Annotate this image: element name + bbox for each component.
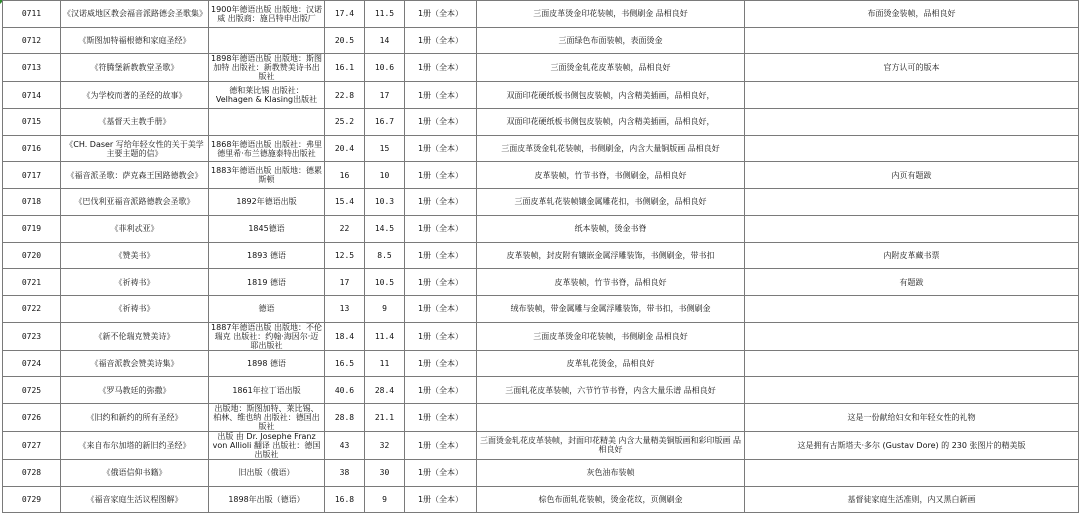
table-row — [3, 27, 1079, 54]
publication-cell[interactable]: 1887年德语出版 出版地：不伦瑞克 出版社：约翰·海因尔·迈耶出版社 — [209, 322, 325, 350]
title-cell[interactable]: 《CH. Daser 写给年轻女性的关于美学主要主题的信》 — [61, 135, 209, 162]
catalog-table — [2, 0, 1079, 513]
lot-number-cell[interactable]: 0711 — [3, 1, 61, 28]
table-row — [3, 459, 1079, 486]
title-cell[interactable]: 《基督天主教手册》 — [61, 109, 209, 136]
note-cell[interactable] — [745, 459, 1079, 486]
binding-description-cell[interactable]: 双面印花硬纸板书侧包皮装帧，内含精美插画，品相良好， — [477, 109, 745, 136]
publication-cell[interactable]: 1898年德语出版 出版地：斯图加特 出版社：新教赞美诗书出版社 — [209, 54, 325, 82]
volume-cell[interactable]: 1册（全本） — [405, 350, 477, 377]
title-cell[interactable]: 《祈祷书》 — [61, 269, 209, 296]
lot-number-cell[interactable]: 0712 — [3, 27, 61, 54]
title-cell[interactable]: 《旧约和新约的所有圣经》 — [61, 403, 209, 431]
lot-number-cell[interactable]: 0714 — [3, 82, 61, 109]
title-cell[interactable]: 《俄语信仰书籍》 — [61, 459, 209, 486]
binding-description-cell[interactable]: 三面轧花皮革装帧，六节竹节书脊，内含大量乐谱 品相良好 — [477, 377, 745, 404]
volume-cell[interactable]: 1册（全本） — [405, 322, 477, 350]
title-cell[interactable]: 《汉诺威地区教会福音派路德会圣歌集》 — [61, 1, 209, 28]
lot-number-cell[interactable]: 0728 — [3, 459, 61, 486]
volume-cell[interactable]: 1册（全本） — [405, 269, 477, 296]
publication-cell[interactable]: 1898 德语 — [209, 350, 325, 377]
height-cell[interactable]: 12.5 — [325, 242, 365, 269]
publication-cell[interactable]: 1883年德语出版 出版地：德累斯顿 — [209, 162, 325, 189]
width-cell[interactable]: 10.5 — [365, 269, 405, 296]
table-row — [3, 215, 1079, 242]
title-cell[interactable]: 《新不伦瑞克赞美诗》 — [61, 322, 209, 350]
lot-number-cell[interactable]: 0721 — [3, 269, 61, 296]
lot-number-cell[interactable]: 0726 — [3, 403, 61, 431]
publication-cell[interactable]: 1892年德语出版 — [209, 189, 325, 216]
title-cell[interactable]: 《斯图加特福根德和家庭圣经》 — [61, 27, 209, 54]
publication-cell[interactable]: 1900年德语出版 出版地：汉诺威 出版商：施吕特申出版厂 — [209, 1, 325, 28]
table-row — [3, 135, 1079, 162]
note-cell[interactable] — [745, 82, 1079, 109]
lot-number-cell[interactable]: 0725 — [3, 377, 61, 404]
lot-number-cell[interactable]: 0729 — [3, 486, 61, 513]
height-cell[interactable]: 22 — [325, 215, 365, 242]
lot-number-cell[interactable]: 0719 — [3, 215, 61, 242]
binding-description-cell[interactable]: 三面烫金轧花皮革装帧，品相良好 — [477, 54, 745, 82]
height-cell[interactable]: 20.5 — [325, 27, 365, 54]
height-cell[interactable]: 17.4 — [325, 1, 365, 28]
width-cell[interactable]: 11.4 — [365, 322, 405, 350]
lot-number-cell[interactable]: 0718 — [3, 189, 61, 216]
note-cell[interactable] — [745, 189, 1079, 216]
publication-cell[interactable]: 出版 由 Dr. Josephe Franz von Allioli 翻译 出版社：德国出版社 — [209, 431, 325, 459]
volume-cell[interactable]: 1册（全本） — [405, 82, 477, 109]
binding-description-cell[interactable]: 三面烫金轧花皮革装帧，封面印花精美 内含大量精美铜版画和彩印版画 品相良好 — [477, 431, 745, 459]
volume-cell[interactable]: 1册（全本） — [405, 486, 477, 513]
height-cell[interactable]: 15.4 — [325, 189, 365, 216]
binding-description-cell[interactable]: 皮革装帧，封皮附有镶嵌金属浮雕装饰，书侧刷金，带书扣 — [477, 242, 745, 269]
height-cell[interactable]: 16.5 — [325, 350, 365, 377]
height-cell[interactable]: 40.6 — [325, 377, 365, 404]
table-row — [3, 295, 1079, 322]
width-cell[interactable]: 8.5 — [365, 242, 405, 269]
volume-cell[interactable]: 1册（全本） — [405, 403, 477, 431]
note-cell[interactable] — [745, 377, 1079, 404]
width-cell[interactable]: 10 — [365, 162, 405, 189]
title-cell[interactable]: 《罗马教廷的弥撒》 — [61, 377, 209, 404]
publication-cell[interactable]: 1868年德语出版 出版社：弗里德里希·布兰德施泰特出版社 — [209, 135, 325, 162]
width-cell[interactable]: 28.4 — [365, 377, 405, 404]
volume-cell[interactable]: 1册（全本） — [405, 242, 477, 269]
binding-description-cell[interactable]: 皮革装帧，竹节书脊，品相良好 — [477, 269, 745, 296]
publication-cell[interactable]: 1861年拉丁语出版 — [209, 377, 325, 404]
publication-cell[interactable]: 德语 — [209, 295, 325, 322]
note-cell[interactable] — [745, 135, 1079, 162]
height-cell[interactable]: 28.8 — [325, 403, 365, 431]
table-row — [3, 1, 1079, 28]
width-cell[interactable]: 17 — [365, 82, 405, 109]
binding-description-cell[interactable]: 皮革装帧，竹节书脊，书侧刷金，品相良好 — [477, 162, 745, 189]
volume-cell[interactable]: 1册（全本） — [405, 1, 477, 28]
lot-number-cell[interactable]: 0724 — [3, 350, 61, 377]
table-row — [3, 486, 1079, 513]
table-row — [3, 109, 1079, 136]
height-cell[interactable]: 38 — [325, 459, 365, 486]
publication-cell[interactable]: 1819 德语 — [209, 269, 325, 296]
volume-cell[interactable]: 1册（全本） — [405, 162, 477, 189]
height-cell[interactable]: 18.4 — [325, 322, 365, 350]
publication-cell[interactable]: 1845德语 — [209, 215, 325, 242]
note-cell[interactable]: 布面烫金装帧，品相良好 — [745, 1, 1079, 28]
note-cell[interactable]: 有题跋 — [745, 269, 1079, 296]
width-cell[interactable]: 32 — [365, 431, 405, 459]
volume-cell[interactable]: 1册（全本） — [405, 109, 477, 136]
binding-description-cell[interactable]: 棕色布面轧花装帧，烫金花纹，页侧刷金 — [477, 486, 745, 513]
title-cell[interactable]: 《祈祷书》 — [61, 295, 209, 322]
volume-cell[interactable]: 1册（全本） — [405, 189, 477, 216]
table-row — [3, 189, 1079, 216]
table-row — [3, 82, 1079, 109]
table-row — [3, 269, 1079, 296]
binding-description-cell[interactable]: 三面皮革烫金轧花装帧，书侧刷金，内含大量铜版画 品相良好 — [477, 135, 745, 162]
width-cell[interactable]: 30 — [365, 459, 405, 486]
height-cell[interactable]: 17 — [325, 269, 365, 296]
width-cell[interactable]: 16.7 — [365, 109, 405, 136]
title-cell[interactable]: 《福音家庭生活议程图解》 — [61, 486, 209, 513]
lot-number-cell[interactable]: 0727 — [3, 431, 61, 459]
publication-cell[interactable] — [209, 109, 325, 136]
width-cell[interactable]: 10.6 — [365, 54, 405, 82]
width-cell[interactable]: 9 — [365, 295, 405, 322]
publication-cell[interactable]: 旧出版（俄语） — [209, 459, 325, 486]
note-cell[interactable]: 官方认可的版本 — [745, 54, 1079, 82]
volume-cell[interactable]: 1册（全本） — [405, 54, 477, 82]
binding-description-cell[interactable]: 三面皮革烫金印花装帧，书侧刷金 品相良好 — [477, 1, 745, 28]
note-cell[interactable]: 这是一份献给妇女和年轻女性的礼物 — [745, 403, 1079, 431]
table-row — [3, 54, 1079, 82]
lot-number-cell[interactable]: 0715 — [3, 109, 61, 136]
note-cell[interactable] — [745, 215, 1079, 242]
height-cell[interactable]: 13 — [325, 295, 365, 322]
binding-description-cell[interactable]: 皮革轧花烫金，品相良好 — [477, 350, 745, 377]
note-cell[interactable]: 这是拥有古斯塔夫·多尔 (Gustav Dore) 的 230 张图片的精美版 — [745, 431, 1079, 459]
note-cell[interactable] — [745, 27, 1079, 54]
note-cell[interactable] — [745, 109, 1079, 136]
title-cell[interactable]: 《巴伐利亚福音派路德教会圣歌》 — [61, 189, 209, 216]
binding-description-cell[interactable]: 三面绿色布面装帧，表面烫金 — [477, 27, 745, 54]
volume-cell[interactable]: 1册（全本） — [405, 27, 477, 54]
title-cell[interactable]: 《福音派圣歌：萨克森王国路德教会》 — [61, 162, 209, 189]
table-row — [3, 242, 1079, 269]
lot-number-cell[interactable]: 0722 — [3, 295, 61, 322]
title-cell[interactable]: 《赞美书》 — [61, 242, 209, 269]
volume-cell[interactable]: 1册（全本） — [405, 135, 477, 162]
width-cell[interactable]: 10.3 — [365, 189, 405, 216]
lot-number-cell[interactable]: 0723 — [3, 322, 61, 350]
title-cell[interactable]: 《菲利忒亚》 — [61, 215, 209, 242]
publication-cell[interactable] — [209, 27, 325, 54]
note-cell[interactable]: 内附皮革藏书票 — [745, 242, 1079, 269]
lot-number-cell[interactable]: 0717 — [3, 162, 61, 189]
height-cell[interactable]: 16 — [325, 162, 365, 189]
note-cell[interactable]: 内页有题跋 — [745, 162, 1079, 189]
volume-cell[interactable]: 1册（全本） — [405, 295, 477, 322]
width-cell[interactable]: 11 — [365, 350, 405, 377]
title-cell[interactable]: 《为学校而著的圣经的故事》 — [61, 82, 209, 109]
lot-number-cell[interactable]: 0713 — [3, 54, 61, 82]
publication-cell[interactable]: 1898年出版（德语） — [209, 486, 325, 513]
width-cell[interactable]: 14 — [365, 27, 405, 54]
binding-description-cell[interactable]: 双面印花硬纸板书侧包皮装帧，内含精美插画，品相良好， — [477, 82, 745, 109]
publication-cell[interactable]: 1893 德语 — [209, 242, 325, 269]
binding-description-cell[interactable]: 三面皮革轧花装帧镶金属雕花扣，书侧刷金，品相良好 — [477, 189, 745, 216]
note-cell[interactable]: 基督徒家庭生活准则，内又黑白新画 — [745, 486, 1079, 513]
table-row — [3, 350, 1079, 377]
lot-number-cell[interactable]: 0716 — [3, 135, 61, 162]
lot-number-cell[interactable]: 0720 — [3, 242, 61, 269]
height-cell[interactable]: 16.8 — [325, 486, 365, 513]
height-cell[interactable]: 20.4 — [325, 135, 365, 162]
table-row — [3, 377, 1079, 404]
publication-cell[interactable]: 德和莱比锡 出版社：Velhagen & Klasing出版社 — [209, 82, 325, 109]
binding-description-cell[interactable]: 绒布装帧，带金属雕与金属浮雕装饰，带书扣，书侧刷金 — [477, 295, 745, 322]
note-cell[interactable] — [745, 295, 1079, 322]
width-cell[interactable]: 14.5 — [365, 215, 405, 242]
table-row — [3, 322, 1079, 350]
volume-cell[interactable]: 1册（全本） — [405, 215, 477, 242]
note-cell[interactable] — [745, 322, 1079, 350]
table-row — [3, 431, 1079, 459]
height-cell[interactable]: 25.2 — [325, 109, 365, 136]
volume-cell[interactable]: 1册（全本） — [405, 377, 477, 404]
table-row — [3, 403, 1079, 431]
binding-description-cell[interactable]: 灰色油布装帧 — [477, 459, 745, 486]
note-cell[interactable] — [745, 350, 1079, 377]
binding-description-cell[interactable] — [477, 403, 745, 431]
height-cell[interactable]: 22.8 — [325, 82, 365, 109]
width-cell[interactable]: 21.1 — [365, 403, 405, 431]
title-cell[interactable]: 《福音派教会赞美诗集》 — [61, 350, 209, 377]
publication-cell[interactable]: 出版地：斯图加特、莱比锡、柏林、维也纳 出版社：德国出版社 — [209, 403, 325, 431]
volume-cell[interactable]: 1册（全本） — [405, 431, 477, 459]
table-row — [3, 162, 1079, 189]
width-cell[interactable]: 15 — [365, 135, 405, 162]
volume-cell[interactable]: 1册（全本） — [405, 459, 477, 486]
binding-description-cell[interactable]: 纸本装帧，烫金书脊 — [477, 215, 745, 242]
title-cell[interactable]: 《符腾堡新教教堂圣歌》 — [61, 54, 209, 82]
title-cell[interactable]: 《来自布尔加塔的新旧约圣经》 — [61, 431, 209, 459]
width-cell[interactable]: 9 — [365, 486, 405, 513]
height-cell[interactable]: 43 — [325, 431, 365, 459]
height-cell[interactable]: 16.1 — [325, 54, 365, 82]
width-cell[interactable]: 11.5 — [365, 1, 405, 28]
binding-description-cell[interactable]: 三面皮革烫金印花装帧，书侧刷金 品相良好 — [477, 322, 745, 350]
